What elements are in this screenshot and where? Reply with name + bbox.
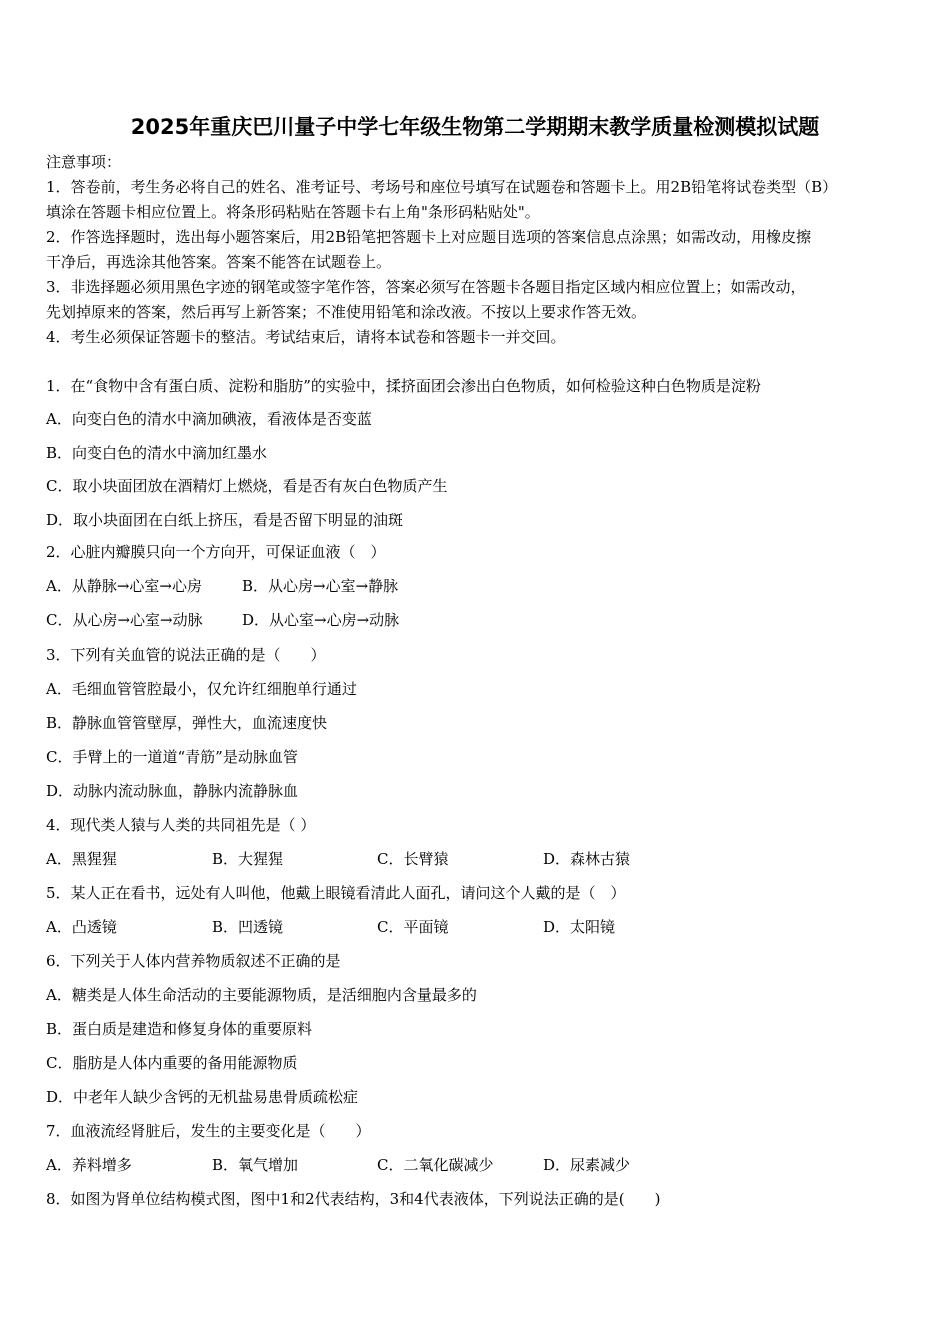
question-stem: 2．心脏内瓣膜只向一个方向开，可保证血液（ ） [46, 543, 386, 561]
option-a: A．凸透镜 [46, 918, 117, 936]
question-stem: 7．血液流经肾脏后，发生的主要变化是（ ） [46, 1122, 371, 1140]
option-b: B．静脉血管管壁厚，弹性大，血流速度快 [46, 714, 328, 732]
option-c: C．二氧化碳减少 [377, 1156, 494, 1174]
notice-line: 4．考生必须保证答题卡的整洁。考试结束后，请将本试卷和答题卡一并交回。 [46, 328, 566, 346]
option-a: A．养料增多 [46, 1156, 132, 1174]
option-d: D．取小块面团在白纸上挤压，看是否留下明显的油斑 [46, 511, 404, 529]
question-stem: 1．在“食物中含有蛋白质、淀粉和脂肪”的实验中，揉挤面团会渗出白色物质，如何检验这种白色物质是淀粉 [46, 377, 761, 395]
option-c: C．长臂猿 [377, 850, 449, 868]
page-title: 2025年重庆巴川量子中学七年级生物第二学期期末教学质量检测模拟试题 [130, 115, 820, 139]
option-b: B．凹透镜 [212, 918, 284, 936]
option-d: D．太阳镜 [543, 918, 616, 936]
notice-line: 2．作答选择题时，选出每小题答案后，用2B铅笔把答题卡上对应题目选项的答案信息点涂黑；如需改动，用橡皮擦 [46, 228, 812, 246]
option-a: A．毛细血管管腔最小，仅允许红细胞单行通过 [46, 680, 357, 698]
option-d: D．动脉内流动脉血，静脉内流静脉血 [46, 782, 299, 800]
option-c: C．平面镜 [377, 918, 449, 936]
option-d: D．尿素减少 [543, 1156, 631, 1174]
option-b: B．大猩猩 [212, 850, 284, 868]
option-c: C．脂肪是人体内重要的备用能源物质 [46, 1054, 298, 1072]
option-c: C．从心房→心室→动脉 [46, 611, 203, 629]
option-d: D．森林古猿 [543, 850, 631, 868]
option-d: D．从心室→心房→动脉 [242, 611, 400, 629]
notice-line: 3．非选择题必须用黑色字迹的钢笔或签字笔作答，答案必须写在答题卡各题目指定区域内相应位置上；如需改动， [46, 278, 806, 296]
option-a: A．黑猩猩 [46, 850, 117, 868]
notice-line: 1．答卷前，考生务必将自己的姓名、准考证号、考场号和座位号填写在试题卷和答题卡上。用2B铅笔将试卷类型（B） [46, 178, 838, 196]
question-stem: 6．下列关于人体内营养物质叙述不正确的是 [46, 952, 341, 970]
question-stem: 3．下列有关血管的说法正确的是（ ） [46, 646, 326, 664]
option-a: A．糖类是人体生命活动的主要能源物质，是活细胞内含量最多的 [46, 986, 477, 1004]
question-stem: 5．某人正在看书，远处有人叫他，他戴上眼镜看清此人面孔，请问这个人戴的是（ ） [46, 884, 626, 902]
option-a: A．向变白色的清水中滴加碘液，看液体是否变蓝 [46, 410, 372, 428]
option-b: B．向变白色的清水中滴加红墨水 [46, 444, 268, 462]
option-b: B．氧气增加 [212, 1156, 299, 1174]
notice-heading: 注意事项： [46, 153, 122, 171]
question-stem: 8．如图为肾单位结构模式图，图中1和2代表结构，3和4代表液体，下列说法正确的是( ) [46, 1190, 661, 1208]
option-d: D．中老年人缺少含钙的无机盐易患骨质疏松症 [46, 1088, 359, 1106]
option-b: B．从心房→心室→静脉 [242, 577, 399, 595]
option-c: C．手臂上的一道道“青筋”是动脉血管 [46, 748, 298, 766]
notice-line: 填涂在答题卡相应位置上。将条形码粘贴在答题卡右上角"条形码粘贴处"。 [46, 203, 540, 221]
option-b: B．蛋白质是建造和修复身体的重要原料 [46, 1020, 313, 1038]
notice-line: 干净后，再选涂其他答案。答案不能答在试题卷上。 [46, 253, 392, 271]
option-a: A．从静脉→心室→心房 [46, 577, 202, 595]
notice-line: 先划掉原来的答案，然后再写上新答案；不准使用铅笔和涂改液。不按以上要求作答无效。 [46, 303, 647, 321]
question-stem: 4．现代类人猿与人类的共同祖先是（ ） [46, 816, 316, 834]
option-c: C．取小块面团放在酒精灯上燃烧，看是否有灰白色物质产生 [46, 477, 448, 495]
